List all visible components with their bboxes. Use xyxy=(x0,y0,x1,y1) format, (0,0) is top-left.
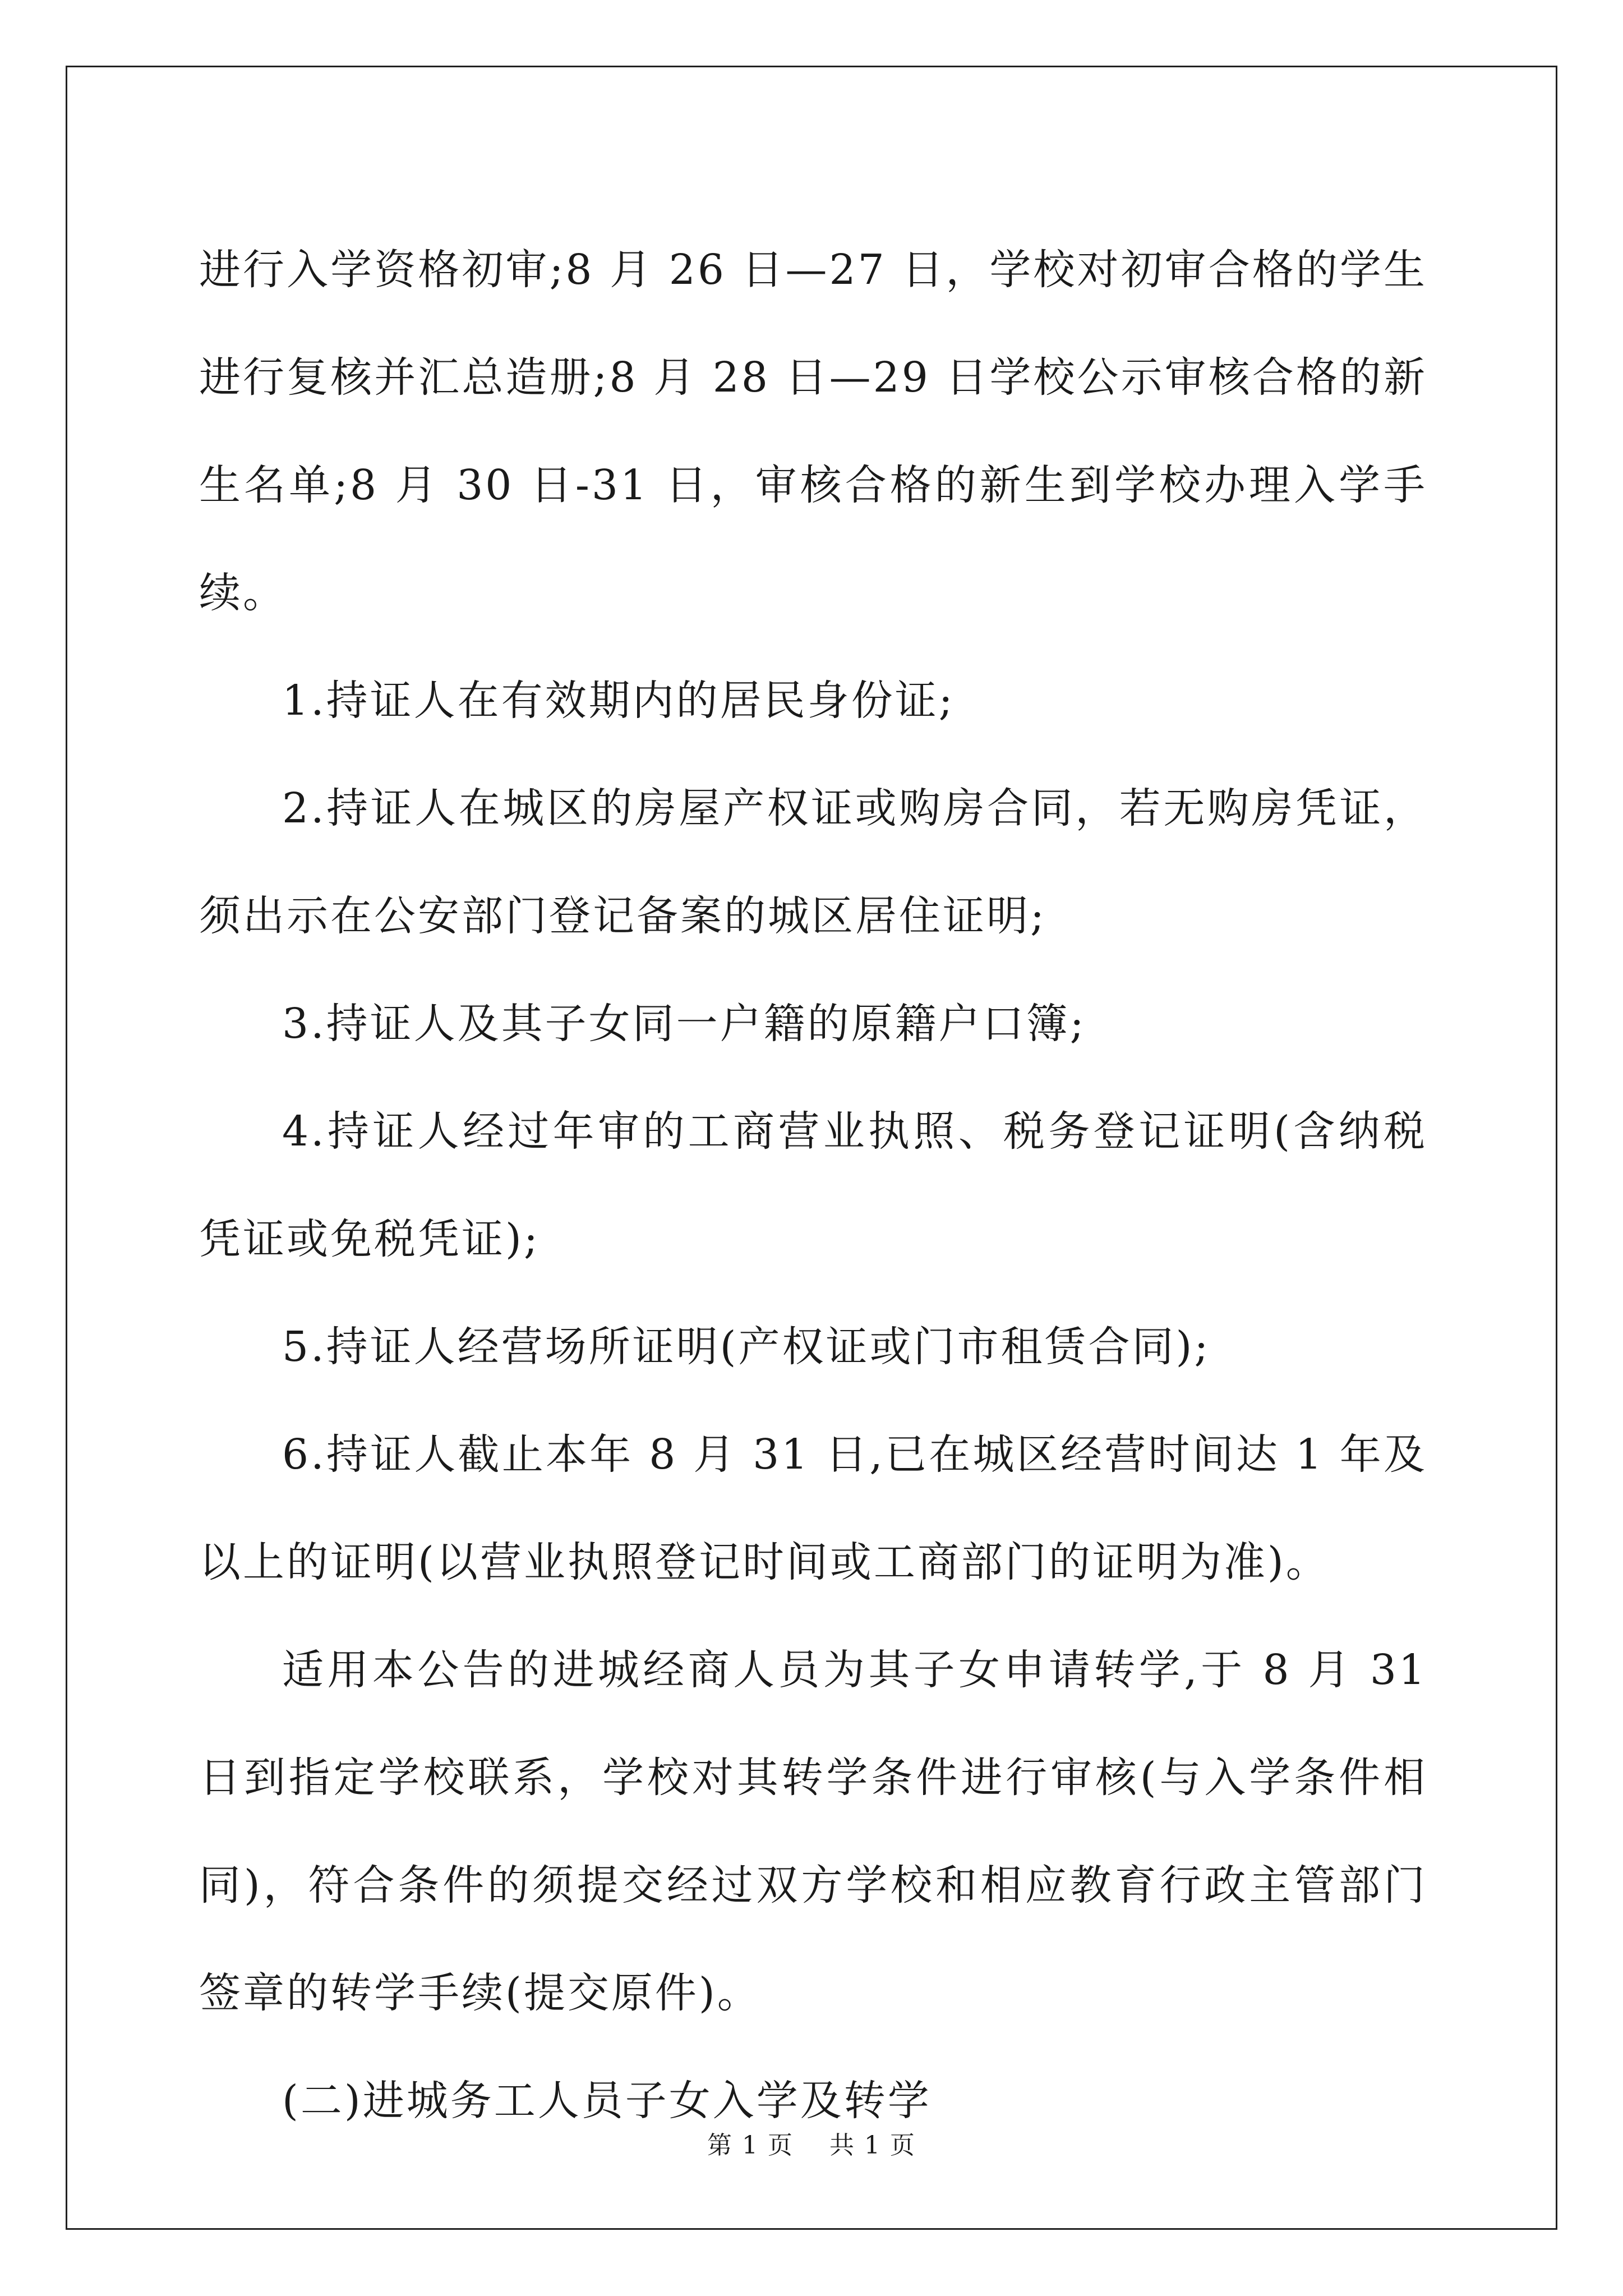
page-number: 第 1 页 xyxy=(707,2131,794,2160)
page-total: 共 1 页 xyxy=(829,2131,916,2160)
document-body xyxy=(199,216,1427,2155)
paragraph: 3.持证人及其子女同一户籍的原籍户口簿; xyxy=(282,1000,1086,1048)
paragraph: 2.持证人在城区的房屋产权证或购房合同，若无购房凭证，须出示在公安部门登记备案的城区居住证明; xyxy=(199,784,1427,940)
section-heading: (二)进城务工人员子女入学及转学 xyxy=(282,2077,932,2125)
paragraph: 1.持证人在有效期内的居民身份证; xyxy=(282,677,955,725)
paragraph: 6.持证人截止本年 8 月 31 日,已在城区经营时间达 1 年及以上的证明(以营业执照登记时间或工商部门的证明为准)。 xyxy=(199,1430,1427,1586)
paragraph: 4.持证人经过年审的工商营业执照、税务登记证明(含纳税凭证或免税凭证); xyxy=(199,1107,1427,1263)
page-footer xyxy=(0,2129,1623,2162)
paragraph: 5.持证人经营场所证明(产权证或门市租赁合同); xyxy=(282,1323,1211,1371)
paragraph: 适用本公告的进城经商人员为其子女申请转学,于 8 月 31 日到指定学校联系，学校对其转学条件进行审核(与入学条件相同)，符合条件的须提交经过双方学校和相应教育行政主管部门签章的转学手续(提交原件)。 xyxy=(199,1646,1427,2017)
paragraph: 进行入学资格初审;8 月 26 日—27 日，学校对初审合格的学生进行复核并汇总造册;8 月 28 日—29 日学校公示审核合格的新生名单;8 月 30 日-31 日，审核合格的新生到学校办理入学手续。 xyxy=(199,246,1427,617)
